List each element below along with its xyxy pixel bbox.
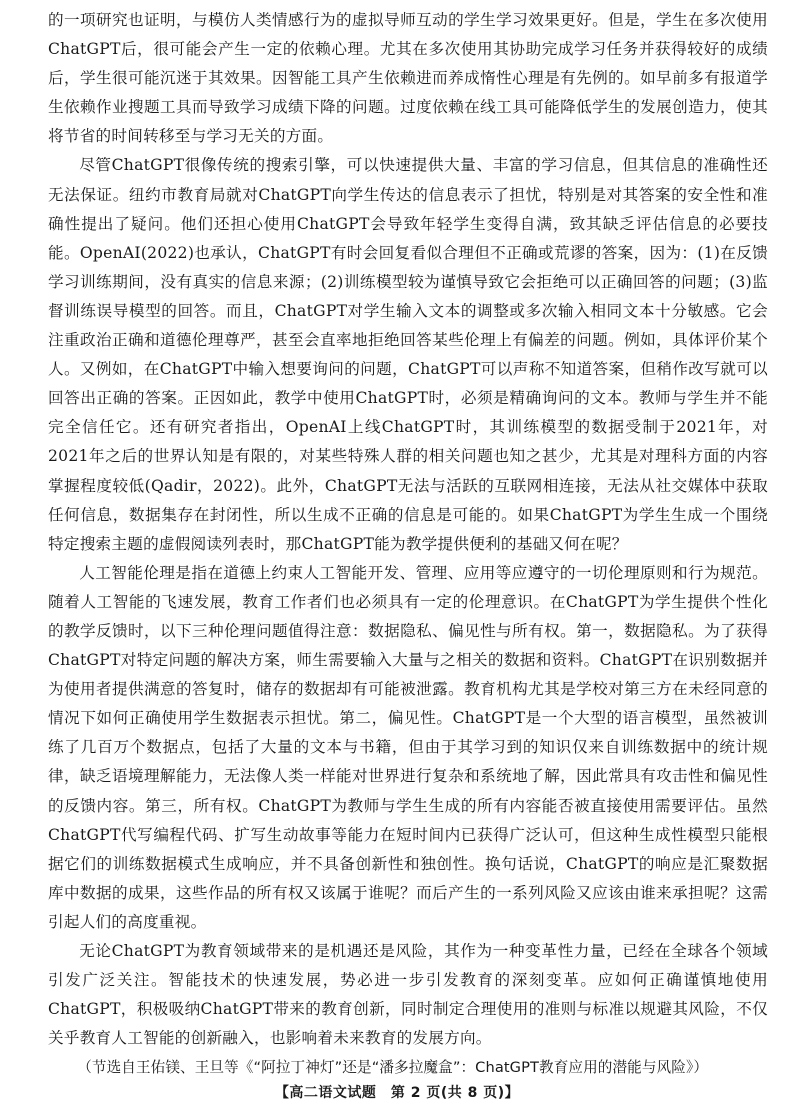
paragraph-1: 的一项研究也证明，与模仿人类情感行为的虚拟导师互动的学生学习效果更好。但是，学生在多次使用ChatGPT后，很可能会产生一定的依赖心理。尤其在多次使用其协助完成学习任务并获得较好的成绩后，学生很可能沉迷于其效果。因智能工具产生依赖进而养成惰性心理是有先例的。如早前多有报道学生依赖作业搜题工具而导致学习成绩下降的问题。过度依赖在线工具可能降低学生的发展创造力，使其将节省的时间转移至与学习无关的方面。	[48, 11, 768, 146]
source-citation: （节选自王佑镁、王旦等《“阿拉丁神灯”还是“潘多拉魔盒”：ChatGPT教育应用的潜能与风险》）	[77, 1059, 709, 1077]
page-footer: 【高二语文试题 第 2 页(共 8 页)】	[274, 1085, 520, 1101]
paragraph-2: 尽管ChatGPT很像传统的搜索引擎，可以快速提供大量、丰富的学习信息，但其信息的准确性还无法保证。纽约市教育局就对ChatGPT向学生传达的信息表示了担忧，特别是对其答案的安全性和准确性提出了疑问。他们还担心使用ChatGPT会导致年轻学生变得自满，致其缺乏评估信息的必要技能。OpenAI(2022)也承认，ChatGPT有时会回复看似合理但不正确或荒谬的答案，因为：(1)在反馈学习训练期间，没有真实的信息来源；(2)训练模型较为谨慎导致它会拒绝可以正确回答的问题；(3)监督训练误导模型的回答。而且，ChatGPT对学生输入文本的调整或多次输入相同文本十分敏感。它会注重政治正确和道德伦理尊严，甚至会直率地拒绝回答某些伦理上有偏差的问题。例如，具体评价某个人。又例如，在ChatGPT中输入想要询问的问题，ChatGPT可以声称不知道答案，但稍作改写就可以回答出正确的答案。正因如此，教学中使用ChatGPT时，必须是精确询问的文本。教师与学生并不能完全信任它。还有研究者指出，OpenAI上线ChatGPT时，其训练模型的数据受制于2021年，对2021年之后的世界认知是有限的，对某些特殊人群的相关问题也知之甚少，尤其是对理科方面的内容掌握程度较低(Qadir，2022)。此外，ChatGPT无法与活跃的互联网相连接，无法从社交媒体中获取任何信息，数据集存在封闭性，所以生成不正确的信息是可能的。如果ChatGPT为学生生成一个围绕特定搜索主题的虚假阅读列表时，那ChatGPT能为教学提供便利的基础又何在呢？	[48, 156, 768, 553]
page-body	[48, 6, 768, 1096]
paragraph-3: 人工智能伦理是指在道德上约束人工智能开发、管理、应用等应遵守的一切伦理原则和行为规范。随着人工智能的飞速发展，教育工作者们也必须具有一定的伦理意识。在ChatGPT为学生提供个性化的教学反馈时，以下三种伦理问题值得注意：数据隐私、偏见性与所有权。第一，数据隐私。为了获得ChatGPT对特定问题的解决方案，师生需要输入大量与之相关的数据和资料。ChatGPT在识别数据并为使用者提供满意的答复时，储存的数据却有可能被泄露。教育机构尤其是学校对第三方在未经同意的情况下如何正确使用学生数据表示担忧。第二，偏见性。ChatGPT是一个大型的语言模型，虽然被训练了几百万个数据点，包括了大量的文本与书籍，但由于其学习到的知识仅来自训练数据中的统计规律，缺乏语境理解能力，无法像人类一样能对世界进行复杂和系统地了解，因此常具有攻击性和偏见性的反馈内容。第三，所有权。ChatGPT为教师与学生生成的所有内容能否被直接使用需要评估。虽然ChatGPT代写编程代码、扩写生动故事等能力在短时间内已获得广泛认可，但这种生成性模型只能根据它们的训练数据模式生成响应，并不具备创新性和独创性。换句话说，ChatGPT的响应是汇聚数据库中数据的成果，这些作品的所有权又该属于谁呢？而后产生的一系列风险又应该由谁来承担呢？这需引起人们的高度重视。	[48, 563, 768, 931]
paragraph-4: 无论ChatGPT为教育领域带来的是机遇还是风险，其作为一种变革性力量，已经在全球各个领域引发广泛关注。智能技术的快速发展，势必进一步引发教育的深刻变革。应如何正确谨慎地使用ChatGPT，积极吸纳ChatGPT带来的教育创新，同时制定合理使用的准则与标准以规避其风险，不仅关乎教育人工智能的创新融入，也影响着未来教育的发展方向。	[48, 942, 768, 1048]
